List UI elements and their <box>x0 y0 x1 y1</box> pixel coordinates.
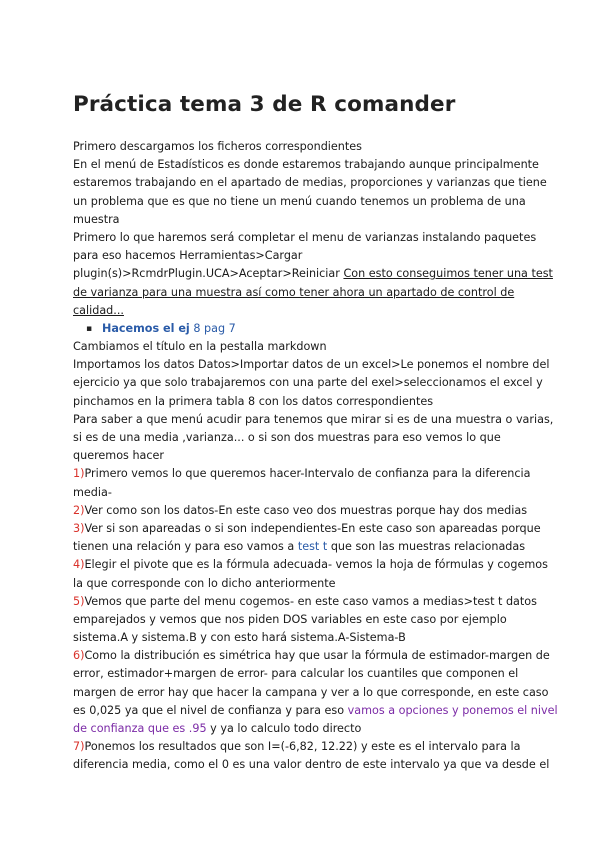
text-line <box>73 538 533 556</box>
text-segment: En el menú de Estadísticos es donde estaremos trabajando aunque principalmente <box>73 158 539 172</box>
text-line <box>73 393 533 411</box>
document-body <box>73 138 558 775</box>
text-segment: Con esto conseguimos tener una test <box>343 267 553 281</box>
text-line <box>73 520 541 538</box>
text-segment: Primero descargamos los ficheros correspondientes <box>73 140 362 153</box>
text-segment: plugin(s)>RcmdrPlugin.UCA>Aceptar>Reiniciar <box>73 267 344 281</box>
text-line <box>73 374 543 392</box>
text-line <box>73 665 533 683</box>
text-line <box>73 647 550 665</box>
page-title: Práctica tema 3 de R comander <box>73 92 456 117</box>
text-segment: tienen una relación y para eso vamos a <box>73 540 298 554</box>
text-line <box>73 429 533 447</box>
text-segment: de confianza que es .95 <box>73 722 207 735</box>
text-segment: un problema que es que no tiene un menú cuando tenemos un problema de una <box>73 194 526 208</box>
text-segment: media- <box>73 485 112 499</box>
text-segment: vamos a opciones y ponemos el nivel <box>347 703 558 717</box>
text-line <box>73 156 539 174</box>
text-segment: que son las muestras relacionadas <box>327 540 526 554</box>
text-line <box>73 411 554 429</box>
text-segment: 5) <box>73 594 85 608</box>
text-line <box>73 247 533 265</box>
text-segment: si es de una media ,varianza... o si son dos muestras para eso vemos lo que <box>73 431 501 444</box>
text-line <box>73 738 533 756</box>
text-segment: Importamos los datos Datos>Importar datos de un excel>Le ponemos el nombre del <box>73 358 550 372</box>
text-segment: Ver como son los datos-En este caso veo dos muestras porque hay dos medias <box>84 503 528 517</box>
text-segment: 6) <box>73 649 85 663</box>
text-line <box>73 593 537 611</box>
text-line <box>73 174 547 192</box>
text-line <box>73 611 533 629</box>
text-segment: Cambiamos el título en la pestalla markdown <box>73 340 327 354</box>
text-segment: estaremos trabajando en el apartado de medias, proporciones y varianzas que tiene <box>73 176 547 190</box>
bullet-icon: ▪ <box>86 323 93 334</box>
text-line <box>73 284 533 302</box>
text-segment: Elegir el pivote que es la fórmula adecuada- vemos la hoja de fórmulas y cogemos <box>84 558 548 572</box>
text-line <box>73 447 533 465</box>
text-line <box>73 575 533 593</box>
text-line <box>73 720 533 738</box>
text-line <box>73 265 553 283</box>
text-segment: es 0,025 ya que el nivel de confianza y para eso <box>73 703 348 717</box>
text-segment: Ponemos los resultados que son I=(-6,82, 12.22) y este es el intervalo para la <box>84 740 521 754</box>
text-line <box>73 756 550 774</box>
text-segment: 8 pag 7 <box>189 321 236 335</box>
text-line <box>73 484 533 502</box>
text-segment: 1) <box>73 467 85 481</box>
text-segment: la que corresponde con lo dicho anteriormente <box>73 576 336 590</box>
text-line <box>73 684 549 702</box>
text-line <box>73 465 533 483</box>
text-line <box>73 702 558 720</box>
text-segment: Como la distribución es simétrica hay que usar la fórmula de estimador-margen de <box>84 649 550 663</box>
text-line <box>73 229 537 247</box>
bullet-item <box>73 320 533 338</box>
text-segment: queremos hacer <box>73 449 165 463</box>
text-line <box>73 193 533 211</box>
text-segment: de varianza para una muestra así como tener ahora un apartado de control de <box>73 285 515 299</box>
text-line <box>73 138 533 156</box>
text-segment: emparejados y vemos que nos piden DOS variables en este caso por ejemplo <box>73 612 507 626</box>
text-segment: error, estimador+margen de error- para calcular los cuantiles que componen el <box>73 667 519 681</box>
text-segment: 4) <box>73 558 85 572</box>
text-segment: 7) <box>73 740 85 754</box>
text-segment: pinchamos en la primera tabla 8 con los datos correspondientes <box>73 394 434 408</box>
text-line <box>73 302 533 320</box>
text-line <box>73 629 533 647</box>
text-segment: 3) <box>73 521 85 535</box>
text-line <box>73 356 550 374</box>
text-segment: Vemos que parte del menu cogemos- en este caso vamos a medias>test t datos <box>84 594 537 608</box>
text-segment: test t <box>297 540 328 554</box>
text-segment: Hacemos el ej <box>102 321 190 335</box>
text-segment: y ya lo calculo todo directo <box>206 722 362 735</box>
text-line <box>73 556 548 574</box>
text-segment: diferencia media, como el 0 es una valor dentro de este intervalo ya que va desde el <box>73 758 550 772</box>
text-segment: muestra <box>73 212 120 226</box>
text-segment: Primero vemos lo que queremos hacer-Intervalo de confianza para la diferencia <box>84 467 531 481</box>
text-segment: 2) <box>73 503 85 517</box>
text-segment: Ver si son apareadas o si son independientes-En este caso son apareadas porque <box>84 521 541 535</box>
text-segment: Primero lo que haremos será completar el menu de varianzas instalando paquetes <box>73 230 537 244</box>
text-segment: sistema.A y sistema.B y con esto hará sistema.A-Sistema-B <box>73 631 406 645</box>
text-line <box>73 338 533 356</box>
text-segment: margen de error hay que hacer la campana y ver a lo que corresponde, en este caso <box>73 685 549 699</box>
text-segment: ejercicio ya que solo trabajaremos con una parte del exel>seleccionamos el excel y <box>73 376 543 390</box>
text-line <box>73 502 533 520</box>
text-line <box>73 211 533 229</box>
text-segment: Para saber a que menú acudir para tenemos que mirar si es de una muestra o varias, <box>73 412 554 426</box>
text-segment: calidad... <box>73 303 124 317</box>
text-segment: para eso hacemos Herramientas>Cargar <box>73 249 303 263</box>
